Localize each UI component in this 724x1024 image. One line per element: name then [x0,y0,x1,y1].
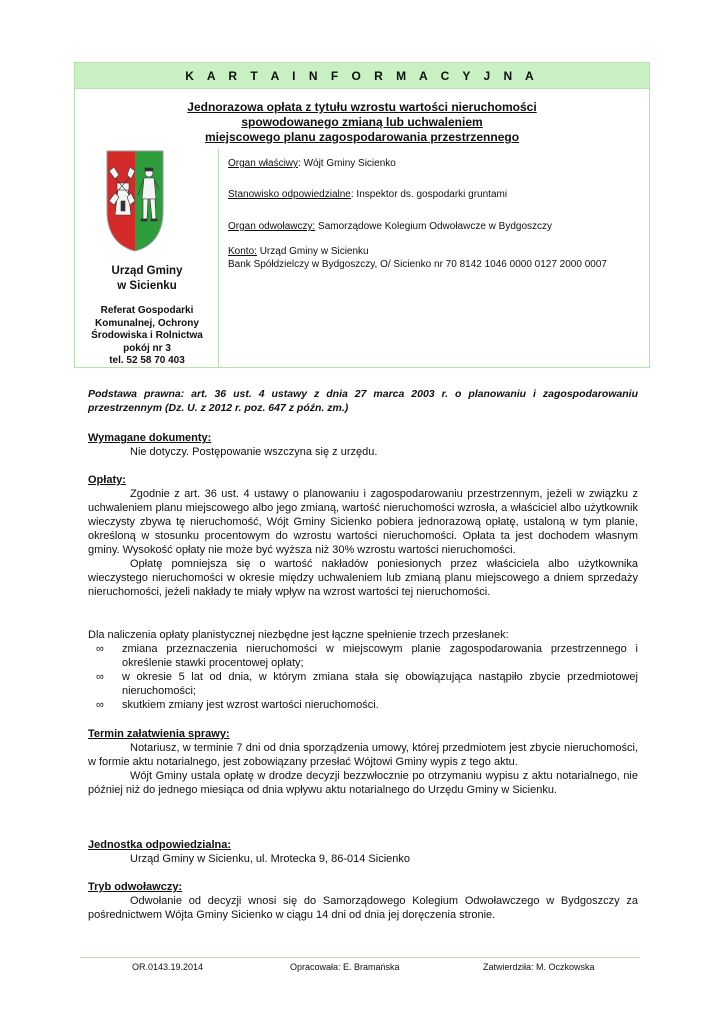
fees-paragraph-1: Zgodnie z art. 36 ust. 4 ustawy o planowaniu i zagospodarowaniu przestrzennym, jeżeli w związku z uchwaleniem planu miejscowego albo jego zmianą, wartość nieruchomości wzrosła, a właściciel albo użytkownik wieczysty zbywa tę nieruchomość, Wójt Gminy Sicienko pobiera jednorazową opłatę, ustaloną w tym planie, określoną w stosunku procentowym do wzrostu wartości nieruchomości. Opłata ta jest dochodem własnym gminy. Wysokość opłaty nie może być wyższa niż 30% wzrostu wartości nieruchomości. [88,488,638,556]
account-label: Konto: [228,246,257,257]
section-heading: Termin załatwienia sprawy: [88,728,230,740]
room-number: pokój nr 3 [123,342,171,354]
term-paragraph-1: Notariusz, w terminie 7 dni od dnia sporządzenia umowy, której przedmiotem jest zbycie nieruchomości, w formie aktu notarialnego, jest zobowiązany przesłać Wójtowi Gminy wypis z tego aktu. [88,742,638,768]
appeal-organ-value: Samorządowe Kolegium Odwoławcze w Bydgoszczy [315,221,553,232]
list-item-text: skutkiem zmiany jest wzrost wartości nieruchomości. [122,699,379,711]
list-item-text: w okresie 5 lat od dnia, w którym zmiana stała się obowiązująca nastąpiło zbycie przedmiotowej nieruchomości; [122,671,638,697]
legal-basis: Podstawa prawna: art. 36 ust. 4 ustawy z dnia 27 marca 2003 r. o planowaniu i zagospodarowaniu przestrzennym (Dz. U. z 2012 r. poz. 647 z późn. zm.) [88,388,638,414]
title-line-2: spowodowanego zmianą lub uchwaleniem [241,115,483,129]
position-label: Stanowisko odpowiedzialne [228,189,351,200]
account-line [228,245,369,258]
section-text: Urząd Gminy w Sicienku, ul. Mrotecka 9, 86-014 Sicienko [130,853,411,865]
document-title [75,100,649,145]
department-line-3: Środowiska i Rolnictwa [91,330,203,342]
list-item [88,642,638,670]
section-text: Odwołanie od decyzji wnosi się do Samorządowego Kolegium Odwoławczego w Bydgoszczy za pośrednictwem Wójta Gminy Sicienko w ciągu 14 dni od dnia jej doręczenia stronie. [88,895,638,921]
list-item [88,698,638,712]
office-column [75,149,219,368]
section-heading: Opłaty: [88,474,126,486]
department-line-2: Komunalnej, Ochrony [95,317,199,329]
footer-prepared-by: Opracowała: E. Bramańska [290,962,400,972]
appeal-organ-label: Organ odwoławczy: [228,221,316,232]
title-line-3: miejscowego planu zagospodarowania przestrzennego [204,130,520,144]
section-heading: Tryb odwoławczy: [88,881,183,893]
section-responsible-unit [88,838,638,866]
office-name-line-1: Urząd Gminy [111,265,183,277]
appeal-organ-line [228,220,552,233]
section-heading: Wymagane dokumenty: [88,432,212,444]
position-value: : Inspektor ds. gospodarki gruntami [350,189,508,200]
phone-number: tel. 52 58 70 403 [109,355,185,367]
footer-approved-by: Zatwierdziła: M. Oczkowska [483,962,595,972]
position-line [228,188,507,201]
list-item [88,670,638,698]
card-title: K A R T A I N F O R M A C Y J N A [185,68,539,83]
section-heading: Jednostka odpowiedzialna: [88,839,232,851]
section-term [88,727,638,797]
infinity-bullet-icon: ∞ [96,699,104,711]
organ-line [228,157,396,170]
footer-divider [80,957,640,958]
infinity-bullet-icon: ∞ [96,671,104,683]
section-appeal [88,880,638,922]
office-name [75,264,219,294]
fees-paragraph-2: Opłatę pomniejsza się o wartość nakładów poniesionych przez właściciela albo użytkownika wieczystego nieruchomości w okresie między uchwaleniem lub zmianą planu miejscowego a dniem sprzedaży nieruchomości, jeżeli nakłady te miały wpływ na wzrost wartości tej nieruchomości. [88,558,638,598]
section-fees [88,473,638,599]
term-paragraph-2: Wójt Gminy ustala opłatę w drodze decyzji bezzwłocznie po otrzymaniu wypisu z aktu notarialnego, nie później niż do jednego miesiąca od dnia wpływu aktu notarialnego do Urzędu Gminy w Sicienku. [88,770,638,796]
card-title-bar [75,63,649,89]
section-required-documents [88,431,638,459]
info-card-header [74,62,650,368]
department-line-1: Referat Gospodarki [100,305,194,316]
title-line-1: Jednorazowa opłata z tytułu wzrostu wartości nieruchomości [187,100,537,114]
organ-value: : Wójt Gminy Sicienko [298,158,396,169]
conditions-list [88,642,638,712]
section-conditions [88,628,638,712]
account-value: Urząd Gminy w Sicienku [256,246,369,257]
coat-of-arms-icon [105,149,165,253]
bank-account: Bank Spółdzielczy w Bydgoszczy, O/ Sicienko nr 70 8142 1046 0000 0127 2000 0007 [228,259,607,270]
department-info [75,305,219,368]
organ-label: Organ właściwy [228,158,299,169]
infinity-bullet-icon: ∞ [96,643,104,655]
list-item-text: zmiana przeznaczenia nieruchomości w miejscowym planie zagospodarowania przestrzennego i określenie stawki procentowej opłaty; [122,643,638,669]
conditions-intro: Dla naliczenia opłaty planistycznej niezbędne jest łączne spełnienie trzech przesłanek: [88,629,509,641]
office-name-line-2: w Sicienku [117,280,177,292]
section-text: Nie dotyczy. Postępowanie wszczyna się z urzędu. [130,446,378,458]
footer-doc-id: OR.0143.19.2014 [132,962,204,972]
